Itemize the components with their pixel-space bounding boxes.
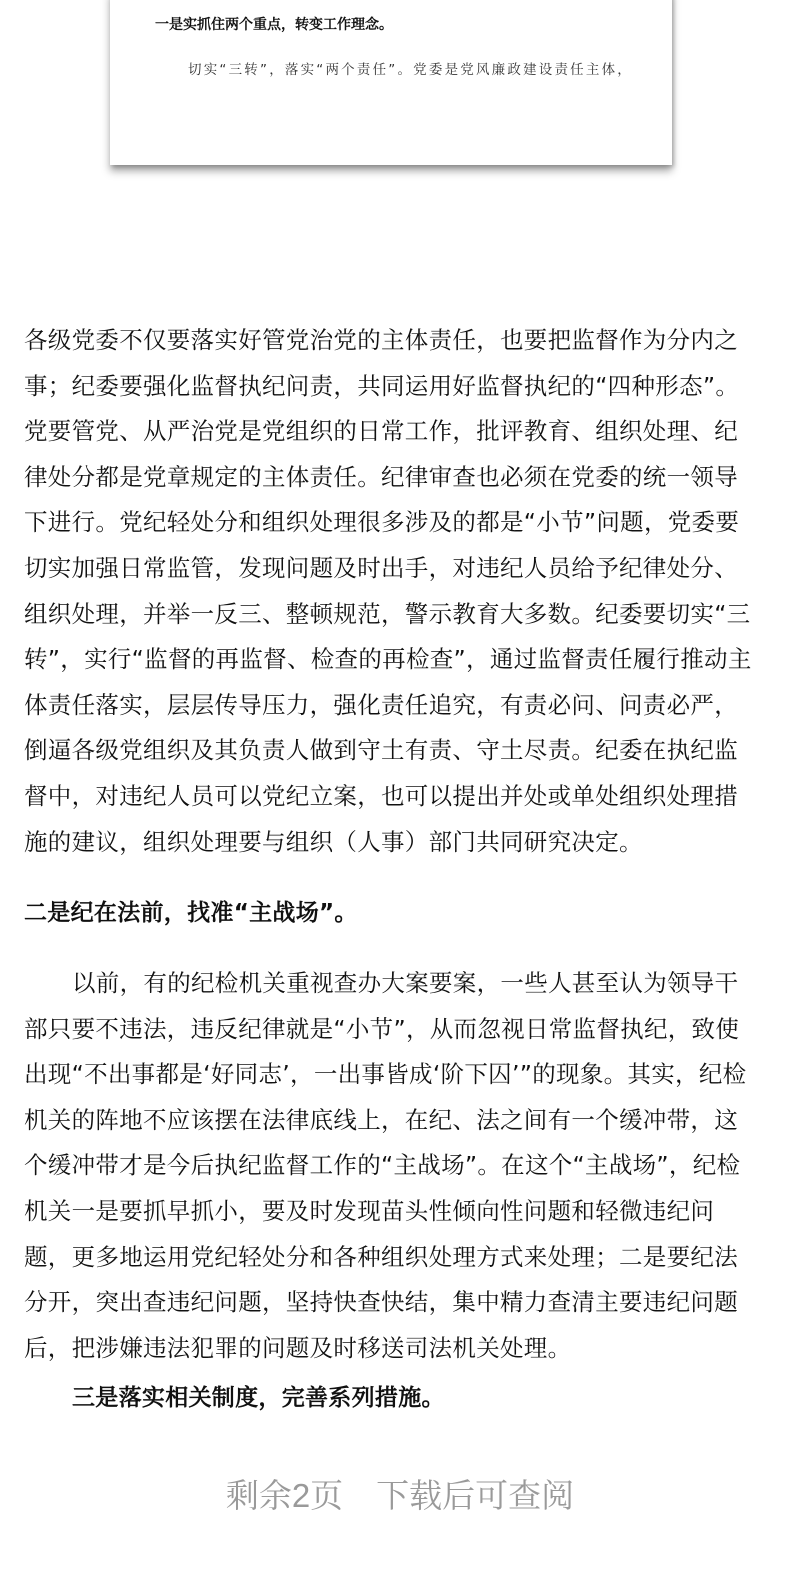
text-line: 督中，对违纪人员可以党纪立案，也可以提出并处或单处组织处理措: [24, 782, 738, 810]
preview-page-card: [110, 0, 672, 165]
text-line: 律处分都是党章规定的主体责任。纪律审查也必须在党委的统一领导: [24, 462, 738, 491]
text-line: 事；纪委要强化监督执纪问责，共同运用好监督执纪的“四种形态”。: [24, 371, 740, 400]
text-line: 下进行。党纪轻处分和组织处理很多涉及的都是“小节”问题，党委要: [24, 508, 740, 537]
text-line: 组织处理，并举一反三、整顿规范，警示教育大多数。纪委要切实“三: [24, 599, 751, 628]
text-line: 题，更多地运用党纪轻处分和各种组织处理方式来处理；二是要纪法: [24, 1242, 738, 1271]
text-line: 分开，突出查违纪问题，坚持快查快结，集中精力查清主要违纪问题: [24, 1288, 738, 1317]
text-line: 后，把涉嫌违法犯罪的问题及时移送司法机关处理。: [24, 1333, 572, 1362]
text-line: 以前，有的纪检机关重视查办大案要案，一些人甚至认为领导干: [72, 969, 739, 997]
text-line: 施的建议，组织处理要与组织（人事）部门共同研究决定。: [24, 827, 643, 856]
text-line: 机关一是要抓早抓小，要及时发现苗头性倾向性问题和轻微违纪问: [24, 1197, 715, 1225]
text-line: 党要管党、从严治党是党组织的日常工作，批评教育、组织处理、纪: [24, 417, 738, 446]
text-line: 出现“不出事都是‘好同志’，一出事皆成‘阶下囚’”的现象。其实，纪检: [24, 1060, 747, 1089]
card-heading: 一是实抓住两个重点，转变工作理念。: [155, 17, 393, 33]
text-line: 各级党委不仅要落实好管党治党的主体责任，也要把监督作为分内之: [24, 326, 738, 354]
heading-3: 三是落实相关制度，完善系列措施。: [72, 1385, 445, 1411]
text-line: 倒逼各级党组织及其负责人做到守土有责、守土尽责。纪委在执纪监: [24, 736, 738, 765]
heading-2: 二是纪在法前，找准“主战场”。: [24, 900, 358, 926]
text-line: 部只要不违法，违反纪律就是“小节”，从而忽视日常监督执纪，致使: [24, 1014, 740, 1043]
text-line: 个缓冲带才是今后执纪监督工作的“主战场”。在这个“主战场”，纪检: [24, 1151, 741, 1180]
text-line: 转”，实行“监督的再监督、检查的再检查”，通过监督责任履行推动主: [24, 645, 752, 674]
card-text: 切实“三转”，落实“两个责任”。党委是党风廉政建设责任主体，: [188, 62, 633, 78]
text-line: 切实加强日常监管，发现问题及时出手，对违纪人员给予纪律处分、: [24, 554, 738, 582]
text-line: 机关的阵地不应该摆在法律底线上，在纪、法之间有一个缓冲带，这: [24, 1105, 738, 1134]
remaining-pages-download-prompt[interactable]: 剩余2页 下载后可查阅: [225, 1477, 575, 1514]
text-line: 体责任落实，层层传导压力，强化责任追究，有责必问、问责必严，: [24, 690, 738, 719]
